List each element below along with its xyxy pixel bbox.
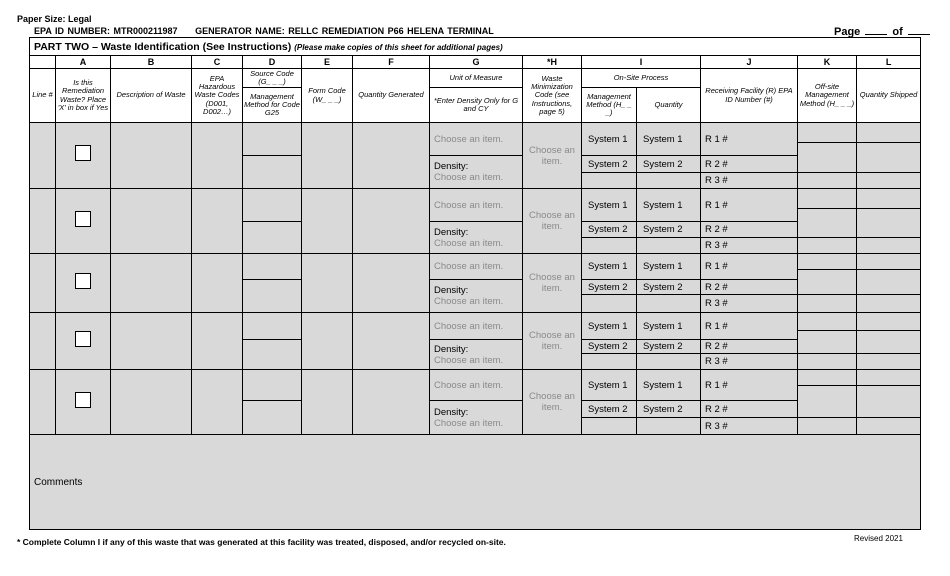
waste-minimization-dropdown[interactable]: Choose an item.	[523, 254, 582, 313]
quantity-shipped-cell[interactable]	[857, 370, 921, 386]
comments-field[interactable]	[30, 435, 921, 530]
head-i-mgmt: Management Method (H_ _ _)	[582, 88, 637, 123]
column-letter: D	[243, 56, 302, 69]
description-cell[interactable]	[111, 123, 192, 189]
description-cell[interactable]	[111, 370, 192, 435]
density-dropdown[interactable]: Choose an item.	[434, 172, 504, 183]
receiving-facility-r1[interactable]: R 1 #	[701, 189, 798, 222]
waste-row	[30, 313, 921, 331]
quantity-shipped-cell[interactable]	[857, 331, 921, 354]
description-cell[interactable]	[111, 254, 192, 313]
generator-value: RELLC REMEDIATION P66 HELENA TERMINAL	[288, 26, 494, 36]
part-title-text: PART TWO – Waste Identification (See Instructions)	[34, 40, 292, 53]
source-code-cell[interactable]	[243, 189, 302, 222]
quantity-shipped-cell[interactable]	[857, 189, 921, 209]
column-letter: I	[582, 56, 701, 69]
density-dropdown[interactable]: Choose an item.	[434, 296, 504, 307]
line-number-cell[interactable]	[30, 370, 56, 435]
quantity-shipped-cell[interactable]	[857, 270, 921, 295]
remediation-checkbox-cell	[56, 370, 111, 435]
epa-codes-cell[interactable]	[192, 254, 243, 313]
quantity-shipped-cell[interactable]	[857, 209, 921, 238]
system2-mgmt-extra-cell[interactable]	[582, 173, 637, 189]
part-title	[30, 38, 921, 56]
density-label: Density:	[434, 285, 469, 296]
density-label: Density:	[434, 406, 469, 418]
quantity-generated-cell[interactable]	[353, 370, 430, 435]
head-i-top: On-Site Process	[582, 69, 701, 88]
of-label: of	[892, 26, 903, 38]
head-g-bottom: *Enter Density Only for G and CY	[430, 88, 523, 123]
system2-mgmt-cell[interactable]: System 2	[582, 401, 637, 418]
system1-mgmt-cell[interactable]: System 1	[582, 123, 637, 156]
waste-identification-table	[29, 37, 921, 530]
system1-qty-cell[interactable]: System 1	[637, 189, 701, 222]
part-note: (Please make copies of this sheet for additional pages)	[294, 42, 503, 52]
paper-size-label: Paper Size: Legal	[17, 14, 92, 24]
remediation-checkbox[interactable]	[75, 145, 91, 161]
epa-codes-cell[interactable]	[192, 123, 243, 189]
density-dropdown[interactable]: Choose an item.	[434, 417, 504, 429]
page-total-field[interactable]	[908, 25, 930, 35]
comments-row	[30, 435, 921, 530]
epa-id-value: MTR000211987	[113, 26, 178, 36]
density-dropdown[interactable]: Choose an item.	[434, 354, 504, 366]
head-d-bottom: Management Method for Code G25	[243, 88, 302, 123]
column-letter: B	[111, 56, 192, 69]
line-number-cell[interactable]	[30, 123, 56, 189]
remediation-checkbox-cell	[56, 254, 111, 313]
density-label: Density:	[434, 343, 469, 355]
density-label: Density:	[434, 161, 469, 172]
column-letter: J	[701, 56, 798, 69]
system2-qty-extra-cell[interactable]	[637, 354, 701, 370]
density-cell[interactable]	[430, 222, 523, 254]
receiving-facility-r3[interactable]: R 3 #	[701, 354, 798, 370]
column-letter: A	[56, 56, 111, 69]
waste-row	[30, 189, 921, 209]
head-j: Receiving Facility (R) EPA ID Number (#)	[701, 69, 798, 123]
page-label: Page	[834, 26, 861, 38]
receiving-facility-r1[interactable]: R 1 #	[701, 313, 798, 340]
column-letter: F	[353, 56, 430, 69]
page-number-field[interactable]	[865, 25, 887, 35]
system1-qty-cell[interactable]: System 1	[637, 313, 701, 340]
quantity-shipped-cell[interactable]	[857, 123, 921, 143]
remediation-checkbox-cell	[56, 313, 111, 370]
quantity-shipped-cell[interactable]	[857, 313, 921, 331]
management-method-g25-cell[interactable]	[243, 280, 302, 313]
quantity-shipped-cell[interactable]	[857, 254, 921, 270]
unit-of-measure-dropdown[interactable]: Choose an item.	[430, 370, 523, 401]
unit-of-measure-dropdown[interactable]: Choose an item.	[430, 123, 523, 156]
offsite-method-cell[interactable]	[798, 143, 857, 173]
form-code-cell[interactable]	[302, 254, 353, 313]
quantity-shipped-cell[interactable]	[857, 173, 921, 189]
remediation-checkbox-cell	[56, 189, 111, 254]
quantity-shipped-cell[interactable]	[857, 418, 921, 435]
head-f: Quantity Generated	[353, 69, 430, 123]
offsite-method-cell[interactable]	[798, 238, 857, 254]
quantity-shipped-cell[interactable]	[857, 386, 921, 418]
description-cell[interactable]	[111, 313, 192, 370]
waste-minimization-dropdown[interactable]: Choose an item.	[523, 189, 582, 254]
offsite-method-cell[interactable]	[798, 313, 857, 331]
unit-of-measure-dropdown[interactable]: Choose an item.	[430, 189, 523, 222]
waste-row	[30, 123, 921, 143]
head-c: EPA Hazardous Waste Codes (D001, D002…)	[192, 69, 243, 123]
system1-mgmt-cell[interactable]: System 1	[582, 254, 637, 280]
source-code-cell[interactable]	[243, 313, 302, 340]
quantity-shipped-cell[interactable]	[857, 143, 921, 173]
receiving-facility-r2[interactable]: R 2 #	[701, 340, 798, 354]
offsite-method-cell[interactable]	[798, 331, 857, 354]
column-letter: G	[430, 56, 523, 69]
epa-codes-cell[interactable]	[192, 313, 243, 370]
receiving-facility-r1[interactable]: R 1 #	[701, 370, 798, 401]
receiving-facility-r3[interactable]: R 3 #	[701, 173, 798, 189]
quantity-generated-cell[interactable]	[353, 189, 430, 254]
offsite-method-cell[interactable]	[798, 370, 857, 386]
system1-qty-cell[interactable]: System 1	[637, 370, 701, 401]
density-cell[interactable]	[430, 280, 523, 313]
head-e: Form Code (W_ _ _)	[302, 69, 353, 123]
quantity-shipped-cell[interactable]	[857, 238, 921, 254]
remediation-checkbox[interactable]	[75, 211, 91, 227]
offsite-method-cell[interactable]	[798, 173, 857, 189]
form-code-cell[interactable]	[302, 123, 353, 189]
remediation-checkbox[interactable]	[75, 331, 91, 347]
column-letter: E	[302, 56, 353, 69]
density-dropdown[interactable]: Choose an item.	[434, 237, 504, 249]
head-b: Description of Waste	[111, 69, 192, 123]
system2-mgmt-cell[interactable]: System 2	[582, 340, 637, 354]
epa-codes-cell[interactable]	[192, 370, 243, 435]
receiving-facility-r2[interactable]: R 2 #	[701, 401, 798, 418]
offsite-method-cell[interactable]	[798, 189, 857, 209]
system2-mgmt-cell[interactable]: System 2	[582, 222, 637, 238]
waste-minimization-dropdown[interactable]: Choose an item.	[523, 370, 582, 435]
system1-qty-cell[interactable]: System 1	[637, 123, 701, 156]
remediation-checkbox[interactable]	[75, 392, 91, 408]
waste-row	[30, 370, 921, 386]
quantity-generated-cell[interactable]	[353, 313, 430, 370]
receiving-facility-r3[interactable]: R 3 #	[701, 295, 798, 313]
quantity-shipped-cell[interactable]	[857, 295, 921, 313]
waste-row	[30, 254, 921, 270]
form-code-cell[interactable]	[302, 313, 353, 370]
system2-mgmt-extra-cell[interactable]	[582, 354, 637, 370]
receiving-facility-r2[interactable]: R 2 #	[701, 156, 798, 173]
system1-mgmt-cell[interactable]: System 1	[582, 313, 637, 340]
head-l: Quantity Shipped	[857, 69, 921, 123]
density-cell[interactable]	[430, 156, 523, 189]
form-code-cell[interactable]	[302, 370, 353, 435]
offsite-method-cell[interactable]	[798, 386, 857, 418]
column-heads-row	[30, 69, 921, 88]
receiving-facility-r1[interactable]: R 1 #	[701, 254, 798, 280]
quantity-generated-cell[interactable]	[353, 254, 430, 313]
line-number-cell[interactable]	[30, 313, 56, 370]
line-number-cell[interactable]	[30, 254, 56, 313]
source-code-cell[interactable]	[243, 370, 302, 401]
column-letter: *H	[523, 56, 582, 69]
description-cell[interactable]	[111, 189, 192, 254]
system2-qty-cell[interactable]: System 2	[637, 401, 701, 418]
comments-label: Comments	[34, 476, 83, 488]
density-cell[interactable]	[430, 401, 523, 435]
system2-qty-extra-cell[interactable]	[637, 173, 701, 189]
system1-qty-cell[interactable]: System 1	[637, 254, 701, 280]
density-label: Density:	[434, 226, 469, 238]
source-code-cell[interactable]	[243, 123, 302, 156]
receiving-facility-r3[interactable]: R 3 #	[701, 418, 798, 435]
offsite-method-cell[interactable]	[798, 123, 857, 143]
revised-date: Revised 2021	[854, 534, 903, 543]
receiving-facility-r1[interactable]: R 1 #	[701, 123, 798, 156]
header-ids	[34, 26, 494, 36]
epa-id-label: EPA ID NUMBER:	[34, 26, 110, 36]
head-a: Is this Remediation Waste? Place 'X' in box if Yes	[56, 69, 111, 123]
system1-mgmt-cell[interactable]: System 1	[582, 370, 637, 401]
system2-qty-extra-cell[interactable]	[637, 238, 701, 254]
remediation-checkbox-cell	[56, 123, 111, 189]
column-letter: K	[798, 56, 857, 69]
offsite-method-cell[interactable]	[798, 254, 857, 270]
footnote: * Complete Column I if any of this waste that was generated at this facility was treated, disposed, and/or recycled on-site.	[17, 537, 506, 547]
system2-qty-cell[interactable]: System 2	[637, 340, 701, 354]
density-cell[interactable]	[430, 340, 523, 370]
management-method-g25-cell[interactable]	[243, 340, 302, 370]
receiving-facility-r2[interactable]: R 2 #	[701, 280, 798, 295]
head-line: Line #	[30, 69, 56, 123]
form-code-cell[interactable]	[302, 189, 353, 254]
system2-mgmt-cell[interactable]: System 2	[582, 280, 637, 295]
offsite-method-cell[interactable]	[798, 295, 857, 313]
offsite-method-cell[interactable]	[798, 354, 857, 370]
offsite-method-cell[interactable]	[798, 270, 857, 295]
offsite-method-cell[interactable]	[798, 418, 857, 435]
management-method-g25-cell[interactable]	[243, 156, 302, 189]
waste-minimization-dropdown[interactable]: Choose an item.	[523, 313, 582, 370]
head-d-top: Source Code (G_ _ _)	[243, 69, 302, 88]
generator-label: GENERATOR NAME:	[195, 26, 285, 36]
line-number-cell[interactable]	[30, 189, 56, 254]
offsite-method-cell[interactable]	[798, 209, 857, 238]
system2-qty-cell[interactable]: System 2	[637, 280, 701, 295]
system2-mgmt-extra-cell[interactable]	[582, 295, 637, 313]
system2-qty-cell[interactable]: System 2	[637, 156, 701, 173]
system2-mgmt-extra-cell[interactable]	[582, 238, 637, 254]
source-code-cell[interactable]	[243, 254, 302, 280]
column-letters-row	[30, 56, 921, 69]
head-h: Waste Minimization Code (see Instructions, page 5)	[523, 69, 582, 123]
column-letter: C	[192, 56, 243, 69]
remediation-checkbox[interactable]	[75, 273, 91, 289]
column-letter: L	[857, 56, 921, 69]
management-method-g25-cell[interactable]	[243, 401, 302, 435]
system2-qty-extra-cell[interactable]	[637, 295, 701, 313]
receiving-facility-r3[interactable]: R 3 #	[701, 238, 798, 254]
head-k: Off-site Management Method (H_ _ _)	[798, 69, 857, 123]
waste-minimization-dropdown[interactable]: Choose an item.	[523, 123, 582, 189]
unit-of-measure-dropdown[interactable]: Choose an item.	[430, 254, 523, 280]
system2-qty-cell[interactable]: System 2	[637, 222, 701, 238]
management-method-g25-cell[interactable]	[243, 222, 302, 254]
receiving-facility-r2[interactable]: R 2 #	[701, 222, 798, 238]
system2-mgmt-cell[interactable]: System 2	[582, 156, 637, 173]
letter-blank	[30, 56, 56, 69]
quantity-shipped-cell[interactable]	[857, 354, 921, 370]
system2-qty-extra-cell[interactable]	[637, 418, 701, 435]
unit-of-measure-dropdown[interactable]: Choose an item.	[430, 313, 523, 340]
head-i-qty: Quantity	[637, 88, 701, 123]
epa-codes-cell[interactable]	[192, 189, 243, 254]
head-g-top: Unit of Measure	[430, 69, 523, 88]
system1-mgmt-cell[interactable]: System 1	[582, 189, 637, 222]
quantity-generated-cell[interactable]	[353, 123, 430, 189]
system2-mgmt-extra-cell[interactable]	[582, 418, 637, 435]
